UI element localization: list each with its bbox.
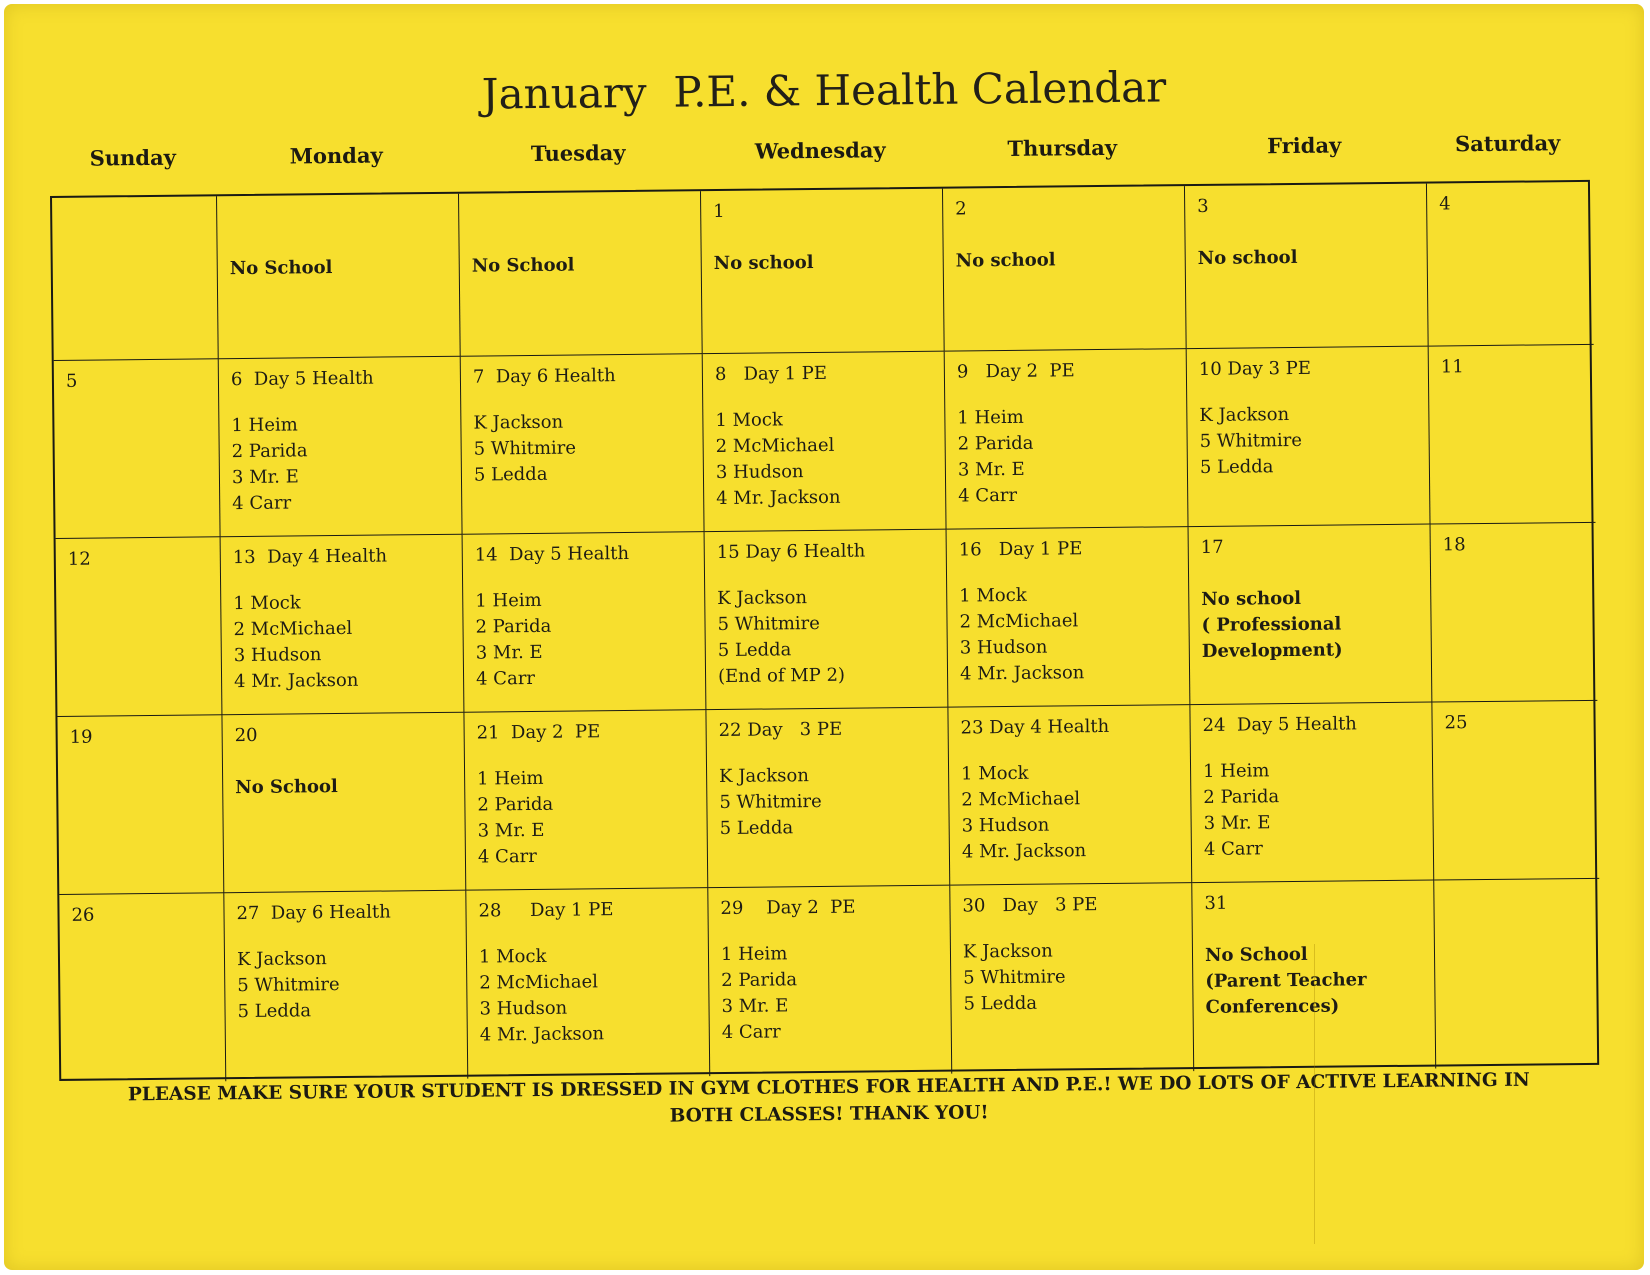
day-cell-week1-monday [217,194,461,360]
weekday-saturday: Saturday [1454,130,1561,157]
day-cell-date: 19 [69,726,93,748]
day-cell-week4-sunday [57,715,224,895]
day-cell-week5-saturday [1434,879,1601,1069]
day-cell-notice: Conferences) [1205,995,1340,1018]
day-cell-week2-sunday [54,359,221,539]
day-cell-class: K Jackson [962,940,1053,963]
day-cell-date: 25 [1444,712,1468,734]
day-cell-week2-thursday [945,349,1189,530]
day-cell-notice: (Parent Teacher [1205,969,1367,992]
day-cell-week2-friday [1187,347,1431,528]
day-cell-date: 17 [1200,536,1224,558]
day-cell-week4-thursday [948,705,1192,886]
day-cell-date: 6 Day 5 Health [230,367,374,391]
day-cell-week2-saturday [1429,345,1596,525]
day-cell-class: 2 McMichael [961,788,1081,811]
day-cell-class: 5 Whitmire [473,437,577,460]
day-cell-week5-sunday [59,893,226,1083]
day-cell-week4-wednesday [706,708,950,889]
weekday-monday: Monday [289,142,383,169]
day-cell-class: 5 Whitmire [963,966,1066,989]
day-cell-class: K Jackson [719,765,810,788]
day-cell-date: 27 Day 6 Health [236,901,391,925]
day-cell-date: 18 [1442,534,1466,556]
day-cell-class: 3 Hudson [961,814,1050,837]
day-cell-date: 23 Day 4 Health [960,715,1110,739]
day-cell-date: 16 Day 1 PE [958,538,1083,561]
day-cell-class: 1 Mock [959,584,1027,607]
day-cell-date: 14 Day 5 Health [474,542,630,566]
day-cell-class: 2 McMichael [715,434,835,458]
day-cell-class: K Jackson [717,587,808,610]
day-cell-class: 4 Carr [721,1021,781,1044]
day-cell-notice: No School [229,257,333,280]
day-cell-date: 29 Day 2 PE [720,896,856,920]
day-cell-notice: No school [713,252,814,275]
day-cell-class: 4 Carr [477,845,537,868]
day-cell-class: 1 Heim [475,589,542,612]
day-cell-week3-sunday [56,537,223,717]
day-cell-week5-monday [224,891,468,1082]
day-cell-class: 5 Whitmire [1199,429,1303,452]
day-cell-class: 3 Hudson [233,644,322,667]
day-cell-class: 2 Parida [957,432,1034,455]
day-cell-class: 1 Mock [233,592,301,615]
day-cell-week1-sunday [52,196,219,361]
day-cell-week2-monday [219,357,463,538]
day-cell-class: 1 Heim [231,414,298,437]
day-cell-date: 3 [1197,195,1209,217]
day-cell-week1-tuesday [459,191,703,357]
weekday-sunday: Sunday [89,144,176,171]
day-cell-class: 1 Heim [720,943,788,966]
day-cell-class: 1 Heim [1202,760,1270,782]
day-cell-class: (End of MP 2) [717,664,846,688]
day-cell-class: 3 Mr. E [1203,812,1271,834]
footer-note: PLEASE MAKE SURE YOUR STUDENT IS DRESSED IN GYM CLOTHES FOR HEALTH AND P.E.! WE DO LOTS OF ACTIVE LEARNING IN BOTH CLASSES! THANK YOU! [127,1069,1530,1127]
day-cell-date: 21 Day 2 PE [476,721,601,744]
day-cell-date: 9 Day 2 PE [956,360,1075,383]
day-cell-class: 2 McMichael [479,971,599,994]
weekday-tuesday: Tuesday [530,139,626,166]
day-cell-class: 4 Carr [232,492,292,515]
day-cell-week1-thursday [943,186,1187,352]
day-cell-class: 3 Mr. E [231,466,299,489]
day-cell-notice: No school [1201,587,1302,610]
day-cell-class: 1 Mock [960,762,1029,785]
day-cell-week3-saturday [1431,523,1598,703]
day-cell-date: 5 [65,370,78,392]
day-cell-date: 31 [1204,892,1228,914]
day-cell-class: 3 Hudson [959,636,1048,659]
day-cell-class: 2 Parida [721,969,798,992]
day-cell-class: 3 Mr. E [477,819,545,842]
day-cell-date: 13 Day 4 Health [232,545,388,569]
day-cell-class: 3 Mr. E [475,641,543,664]
day-cell-week3-thursday [947,527,1191,708]
day-cell-week5-thursday [950,883,1194,1074]
day-cell-week4-tuesday [464,710,708,891]
day-cell-class: 1 Heim [477,767,544,790]
day-cell-class: 2 McMichael [959,610,1079,633]
day-cell-class: 2 Parida [231,440,308,463]
day-cell-class: 5 Whitmire [719,790,822,814]
day-cell-date: 12 [67,548,91,570]
day-cell-date: 28 Day 1 PE [478,899,614,922]
weekday-thursday: Thursday [1007,134,1118,161]
day-cell-date [1446,889,1589,912]
day-cell-class: 5 Ledda [473,463,548,486]
day-cell-date: 1 [713,200,725,223]
day-cell-week4-friday [1190,703,1434,884]
day-cell-class: 1 Heim [957,406,1024,429]
calendar-sheet [4,4,1644,1270]
day-cell-date: 2 [955,198,967,220]
day-cell-week4-monday [222,713,466,894]
paper-fold-line [1314,944,1315,1244]
day-cell-class: 5 Whitmire [237,974,340,997]
day-cell-class: 5 Ledda [719,817,794,840]
day-cell-date: 15 Day 6 Health [716,540,866,564]
day-cell-class: 5 Whitmire [717,612,820,636]
day-cell-date: 26 [71,904,95,926]
day-cell-notice: No School [235,776,338,799]
day-cell-notice: No School [1204,943,1308,966]
day-cell-class: 5 Ledda [963,992,1038,1015]
day-cell-notice: No school [1197,246,1298,269]
day-cell-class: 3 Hudson [715,461,804,484]
day-cell-class: 2 Parida [1203,786,1280,808]
day-cell-week3-wednesday [705,530,949,711]
day-cell-class: 4 Carr [475,667,536,690]
day-cell-week1-saturday [1427,182,1594,347]
day-cell-class: 4 Carr [958,484,1018,507]
day-cell-week1-friday [1185,184,1429,350]
day-cell-date: 30 Day 3 PE [962,894,1098,917]
day-cell-class: 4 Mr. Jackson [479,1023,605,1046]
day-cell-class: 4 Mr. Jackson [959,662,1085,685]
weekday-friday: Friday [1266,132,1342,159]
day-cell-class: 2 Parida [477,793,554,816]
day-cell-week3-friday [1189,525,1433,706]
day-cell-week3-monday [221,535,465,716]
day-cell-class: 1 Mock [715,409,783,432]
day-cell-class: K Jackson [236,948,327,971]
day-cell-date [64,206,206,229]
page-title: January P.E. & Health Calendar [481,62,1167,119]
day-cell-week5-tuesday [466,888,710,1079]
weekday-wednesday: Wednesday [754,137,886,164]
day-cell-class: 5 Ledda [717,639,792,662]
day-cell-week2-wednesday [703,352,947,533]
day-cell-class: 3 Hudson [479,997,568,1020]
calendar-grid [50,180,1599,1081]
day-cell-week4-saturday [1432,701,1599,881]
day-cell-class: 4 Mr. Jackson [233,669,359,693]
day-cell-notice: ( Professional [1201,613,1342,636]
day-cell-class: 5 Ledda [1199,456,1274,478]
day-cell-notice: Development) [1201,639,1343,662]
day-cell-week2-tuesday [461,354,705,535]
day-cell-date: 20 [234,724,258,747]
day-cell-date: 22 Day 3 PE [718,718,843,742]
day-cell-week3-tuesday [463,532,707,713]
day-cell-date: 8 Day 1 PE [714,362,828,386]
day-cell-date: 4 [1439,193,1451,215]
day-cell-date: 11 [1440,356,1464,378]
day-cell-class: 2 McMichael [233,617,353,641]
day-cell-class: 1 Mock [478,945,547,968]
day-cell-date: 10 Day 3 PE [1198,357,1312,380]
day-cell-class: 2 Parida [475,615,552,638]
day-cell-class: 3 Mr. E [957,458,1025,481]
day-cell-date [471,201,690,225]
day-cell-week1-wednesday [701,189,945,355]
day-cell-class: K Jackson [1199,404,1290,426]
day-cell-date [229,204,448,228]
day-cell-class: K Jackson [473,411,564,434]
weekday-header-row [50,120,1590,182]
day-cell-week5-wednesday [708,886,952,1077]
day-cell-class: 3 Mr. E [721,995,789,1018]
day-cell-date: 7 Day 6 Health [472,365,616,388]
day-cell-class: 5 Ledda [237,1000,312,1023]
day-cell-class: 4 Mr. Jackson [716,486,841,510]
day-cell-class: 4 Carr [1203,838,1263,860]
day-cell-notice: No school [955,249,1056,272]
day-cell-class: 4 Mr. Jackson [961,840,1087,863]
day-cell-date: 24 Day 5 Health [1202,713,1357,736]
day-cell-notice: No School [471,254,575,277]
